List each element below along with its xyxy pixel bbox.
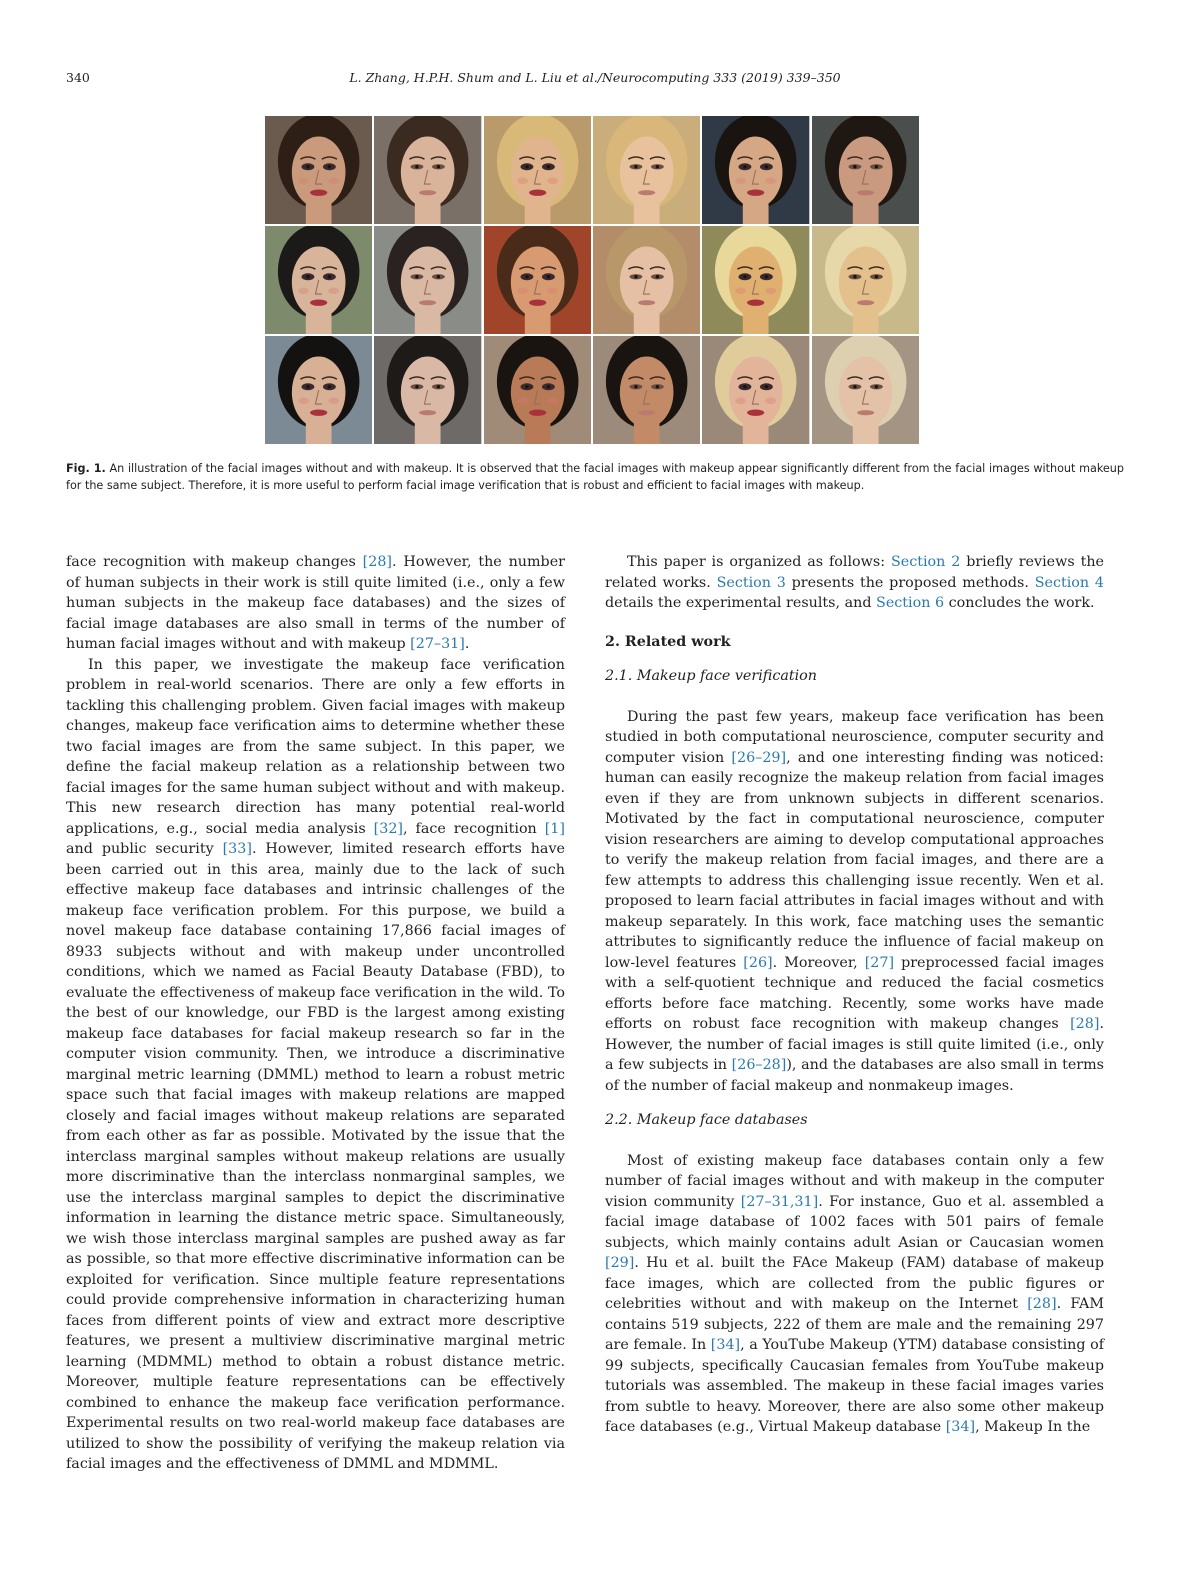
text-run: , a YouTube Makeup (YTM) database consisting of 99 subjects, specifically Caucasian females from YouTube makeup tutorials was assembled. The makeup in these facial images varies from subtle to heavy. Moreover, there are also some other makeup face databases (e.g., Virtual Makeup database — [605, 1337, 1104, 1435]
text-run: . However, limited research efforts have been carried out in this area, mainly due to the lack of such effective makeup face databases and intrinsic challenges of the makeup face verification problem. For this purpose, we build a novel makeup face database containing 17,866 facial images of 8933 subjects without and with makeup under uncontrolled conditions, which we named as Facial Beauty Database (FBD), to evaluate the effectiveness of makeup face verification in the wild. To the best of our knowledge, our FBD is the largest among existing makeup face databases for facial makeup research so far in the computer vision community. Then, we introduce a discriminative marginal metric learning (DMML) method to learn a robust metric space such that facial images with makeup relations are mapped closely and facial images without makeup relations are separated from each other as far as possible. Motivated by the issue that the interclass marginal samples without makeup relations are usually more discriminative than the interclass nonmarginal samples, we use the interclass marginal samples to depict the discriminative information in learning the distance metric space. Simultaneously, we wish those interclass marginal samples are pushed away as far as possible, so that more effective discriminative information can be exploited for verification. Since multiple feature representations could provide comprehensive information in characterizing human faces from different points of view and extract more descriptive features, we present a multiview discriminative marginal metric learning (MDMML) method to obtain a robust distance metric. Moreover, multiple feature representations can be effectively combined to enhance the makeup face verification performance. Experimental results on two real-world makeup face databases are utilized to show the possibility of verifying the makeup relation via facial images and the effectiveness of DMML and MDMML. — [66, 841, 565, 1472]
left-column — [66, 552, 565, 1475]
face-photo-with-makeup — [484, 226, 591, 334]
right-column — [605, 552, 1104, 1438]
citation-link[interactable]: [34] — [710, 1337, 741, 1353]
text-run: , Makeup In the — [975, 1419, 1091, 1435]
paragraph — [66, 655, 565, 1475]
text-run: briefly reviews the related works. — [605, 554, 1104, 591]
section-link[interactable]: Section 3 — [716, 574, 786, 591]
caption-text: An illustration of the facial images without and with makeup. It is observed that the facial images with makeup appear significantly different from the facial images without makeup for the same subject. Therefore, it is more useful to perform facial image verification that is robust and efficient to facial images with makeup. — [66, 462, 1124, 492]
face-photo-without-makeup — [374, 116, 481, 224]
face-photo-with-makeup — [702, 116, 809, 224]
page-number: 340 — [66, 70, 90, 85]
face-photo-without-makeup — [593, 226, 700, 334]
face-photo-without-makeup — [812, 336, 919, 444]
text-run: and public security — [66, 841, 223, 857]
citation-link[interactable]: [32] — [373, 820, 404, 837]
citation-link[interactable]: [27–31,31] — [740, 1193, 819, 1210]
subsection-heading: 2.1. Makeup face verification — [605, 668, 817, 684]
face-photo-without-makeup — [812, 116, 919, 224]
citation-link[interactable]: [28] — [1027, 1296, 1057, 1312]
running-title: L. Zhang, H.P.H. Shum and L. Liu et al./Neurocomputing 333 (2019) 339–350 — [349, 70, 841, 85]
subsection-heading: 2.2. Makeup face databases — [605, 1112, 808, 1128]
face-photo-with-makeup — [265, 116, 372, 224]
paragraph — [605, 1151, 1104, 1438]
text-run: . However, the number of facial images is still quite limited (i.e., only a few subjects in — [605, 1016, 1104, 1073]
text-run: . FAM contains 519 subjects, 222 of them are male and the remaining 297 are female. In — [605, 1296, 1104, 1353]
citation-link[interactable]: [33] — [222, 841, 252, 857]
face-photo-with-makeup — [702, 226, 809, 334]
face-photo-without-makeup — [593, 336, 700, 444]
text-run: . — [464, 636, 470, 652]
text-run: During the past few years, makeup face verification has been studied in both computational neuroscience, computer security and computer vision — [605, 708, 1104, 766]
text-run: . Moreover, — [772, 954, 865, 971]
text-run: Most of existing makeup face databases contain only a few number of facial images without and with makeup in the computer vision community — [605, 1152, 1104, 1210]
figure-face-grid — [265, 116, 919, 444]
section-heading: 2. Related work — [605, 633, 731, 650]
paragraph — [605, 552, 1104, 614]
running-header — [66, 70, 1124, 90]
citation-link[interactable]: [26–29] — [731, 749, 787, 766]
citation-link[interactable]: [27–31] — [410, 636, 465, 652]
citation-link[interactable]: [28] — [362, 554, 392, 570]
text-run: ), and the databases are also small in terms of the number of facial makeup and nonmakeup images. — [605, 1057, 1105, 1094]
citation-link[interactable]: [1] — [544, 820, 565, 837]
text-run: . Hu et al. built the FAce Makeup (FAM) database of makeup face images, which are collected from the public figures or celebrities without and with makeup on the Internet — [605, 1255, 1104, 1312]
face-photo-with-makeup — [702, 336, 809, 444]
face-photo-without-makeup — [593, 116, 700, 224]
citation-link[interactable]: [26–28] — [731, 1057, 787, 1073]
caption-label: Fig. 1. — [66, 462, 106, 475]
face-photo-with-makeup — [484, 116, 591, 224]
text-run: concludes the work. — [944, 595, 1095, 611]
citation-link[interactable]: [34] — [945, 1419, 976, 1435]
face-photo-without-makeup — [812, 226, 919, 334]
text-run: In this paper, we investigate the makeup face verification problem in real-world scenarios. There are only a few efforts in tackling this challenging problem. Given facial images with makeup changes, makeup face verification aims to determine whether these two facial images are from the same subject. In this paper, we define the facial makeup relation as a relationship between two facial images for the same human subject without and with makeup. This new research direction has many potential real-world applications, e.g., social media analysis — [66, 656, 565, 837]
figure-caption — [66, 460, 1124, 494]
paragraph — [66, 552, 565, 655]
section-link[interactable]: Section 2 — [890, 554, 961, 570]
section-link[interactable]: Section 4 — [1034, 574, 1104, 591]
text-run: This paper is organized as follows: — [627, 554, 891, 570]
citation-link[interactable]: [27] — [864, 954, 895, 971]
section-link[interactable]: Section 6 — [876, 595, 945, 611]
citation-link[interactable]: [26] — [743, 954, 773, 971]
face-photo-with-makeup — [265, 336, 372, 444]
face-photo-with-makeup — [265, 226, 372, 334]
paragraph — [605, 707, 1104, 1097]
text-run: details the experimental results, and — [605, 595, 877, 611]
text-run: face recognition with makeup changes — [66, 554, 363, 570]
text-run: , face recognition — [403, 820, 545, 837]
citation-link[interactable]: [29] — [605, 1255, 635, 1271]
text-run: . For instance, Guo et al. assembled a facial image database of 1002 faces with 501 pairs of female subjects, which mainly contains adult Asian or Caucasian women — [605, 1193, 1104, 1251]
text-run: preprocessed facial images with a self-quotient technique and reduced the facial cosmetics efforts before face matching. Recently, some works have made efforts on robust face recognition with makeup changes — [605, 954, 1104, 1032]
text-run: , and one interesting finding was noticed: human can easily recognize the makeup relation from facial images even if they are from unknown subjects in different scenarios. Motivated by the fact in computational neuroscience, computer vision researchers are aiming to develop computational approaches to verify the makeup relation from facial images, and there are a few attempts to address this challenging issue recently. Wen et al. proposed to learn facial attributes in facial images without and with makeup separately. In this work, face matching uses the semantic attributes to significantly reduce the influence of facial makeup on low-level features — [605, 749, 1104, 971]
citation-link[interactable]: [28] — [1070, 1016, 1100, 1032]
face-photo-with-makeup — [484, 336, 591, 444]
face-photo-without-makeup — [374, 336, 481, 444]
text-run: . However, the number of human subjects in their work is still quite limited (i.e., only a few human subjects in the makeup face databases) and the sizes of facial image databases are also small in terms of the number of human facial images without and with makeup — [66, 554, 565, 652]
text-run: presents the proposed methods. — [785, 574, 1035, 591]
face-photo-without-makeup — [374, 226, 481, 334]
